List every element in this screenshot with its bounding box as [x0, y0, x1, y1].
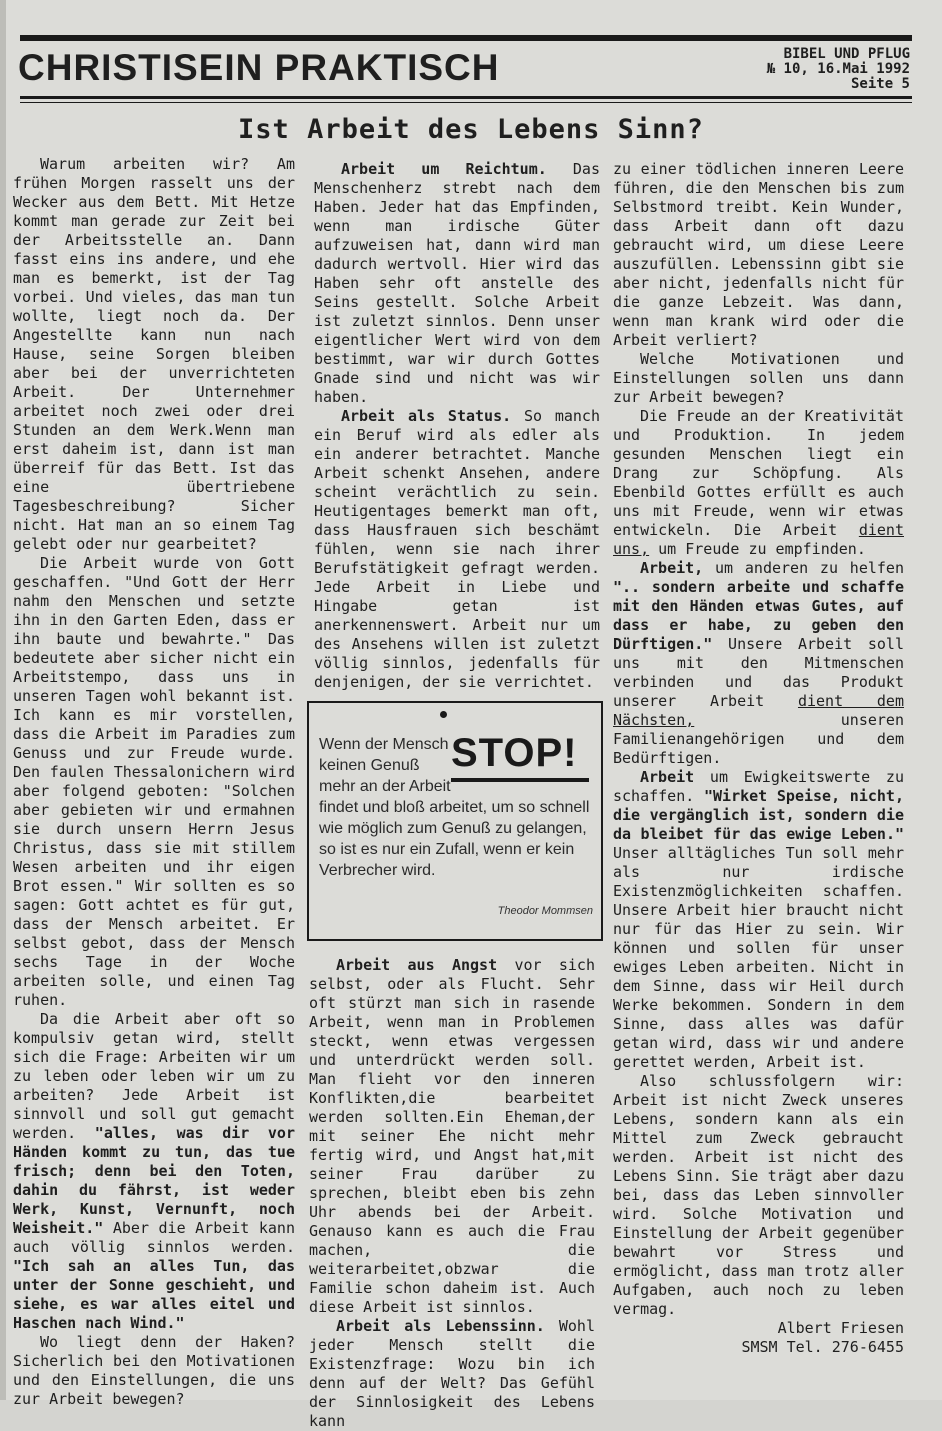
article-headline: Ist Arbeit des Lebens Sinn? — [238, 114, 704, 145]
masthead-bottom-rule — [20, 96, 912, 99]
quote-author: Theodor Mommsen — [497, 905, 593, 917]
paragraph: Arbeit um Ewigkeitswerte zu schaffen. "Wirket Speise, nicht, die vergänglich ist, sondern die da bleibet für das ewige Leben." Unser alltägliches Tun soll mehr als nur irdische Existenzmöglichkeiten schaffen. Unsere Arbeit hier braucht nicht nur für das Hier zu sein. Wir können und sollen für unser ewiges Leben arbeiten. Nicht in dem Sinne, dass wir Heil durch Werke bekommen. Sondern in dem Sinne, dass alles was dafür getan wird, dass wir und andere gerettet werden, Arbeit ist. — [613, 768, 904, 1071]
bible-quote: ".. sondern arbeite und schaffe mit den Händen etwas Gutes, auf dass er habe, zu geben den Dürftigen." — [613, 578, 904, 653]
masthead-bottom-thin-rule — [20, 102, 912, 103]
section-heading: Arbeit als Lebenssinn. — [336, 1317, 545, 1335]
bible-quote: "Ich sah an alles Tun, das unter der Sonne geschieht, und siehe, es war alles eitel und Haschen nach Wind." — [13, 1257, 295, 1332]
paragraph: Arbeit um Reichtum. Das Menschenherz strebt nach dem Haben. Jeder hat das Empfinden, wenn man irdische Güter aufzuweisen hat, dann wird man dadurch wertvoll. Hier wird das Haben sehr oft anstelle des Seins gestellt. Solche Arbeit ist zuletzt sinnlos. Denn unser eigentlicher Wert wird von dem bestimmt, war wir durch Gottes Gnade sind und nicht was wir haben. — [314, 160, 600, 406]
paragraph: Also schlussfolgern wir: Arbeit ist nicht Zweck unseres Lebens, sondern kann als ein Mittel zum Zweck gebraucht werden. Arbeit ist nicht des Lebens Sinn. Sie trägt aber dazu bei, dass das Leben sinnvoller wird. Solche Motivation und Einstellung der Arbeit gegenüber bewahrt vor Stress und ermöglicht, dass man trotz aller Aufgaben, auch noch zu leben vermag. — [613, 1072, 904, 1318]
contact-line: SMSM Tel. 276-6455 — [741, 1338, 904, 1356]
paragraph: Die Arbeit wurde von Gott geschaffen. "Und Gott der Herr nahm den Menschen und setzte ihn in den Garten Eden, dass er ihn baute und bewahrte." Das bedeutete aber sicher nicht ein Arbeitstempo, dass uns in unseren Tagen wohl bekannt ist. Ich kann es mir vorstellen, dass die Arbeit im Paradies zum Genuss und zur Freude wurde. Den faulen Thessalonichern wird aber folgend geboten: "Solchen aber gebieten wir und ermahnen sie durch unsern Herrn Jesus Christus, dass sie mit stillem Wesen arbeiten und ihr eigen Brot essen." Wir sollten es so sagen: Gott achtet es für gut, dass der Mensch arbeitet. Er selbst gebot, dass der Mensch sechs Tage in der Woche arbeiten solle, und einen Tag ruhen. — [13, 554, 295, 1009]
section-heading: Arbeit als Status. — [341, 407, 512, 425]
issue-number-date: № 10, 16.Mai 1992 — [766, 61, 910, 77]
bible-quote: "alles, was dir vor Händen kommt zu tun, das tue frisch; denn bei den Toten, dahin du fährst, ist weder Werk, Kunst, Vernunft, noch Weisheit." — [13, 1124, 295, 1237]
column-3 — [613, 160, 904, 1357]
column-2-bottom — [309, 956, 595, 1431]
paragraph: Wo liegt denn der Haken? Sicherlich bei den Motivationen und den Einstellungen, die uns zur Arbeit bewegen? — [13, 1333, 295, 1408]
masthead-top-rule — [20, 35, 912, 41]
box-quote: Wenn der Mensch keinen Genuß mehr an der Arbeit findet und bloß arbeitet, um so schnell wie möglich zum Genuß zu gelangen, so ist es nur ein Zufall, wenn er kein Verbrecher wird. — [319, 736, 590, 879]
paragraph: Da die Arbeit aber oft so kompulsiv getan wird, stellt sich die Frage: Arbeiten wir um zu leben oder leben wir um zu arbeiten? Jede Arbeit ist sinnvoll und soll gut gemacht werden. "alles, was dir vor Händen kommt zu tun, das tue frisch; denn bei den Toten, dahin du fährst, ist weder Werk, Kunst, Vernunft, noch Weisheit." Aber die Arbeit kann auch völlig sinnlos werden. "Ich sah an alles Tun, das unter der Sonne geschieht, und siehe, es war alles eitel und Haschen nach Wind." — [13, 1010, 295, 1332]
author-signature: Albert Friesen — [777, 1319, 904, 1337]
paragraph: Arbeit, um anderen zu helfen ".. sondern arbeite und schaffe mit den Händen etwas Gutes, auf dass er habe, zu geben den Dürftigen." Unsere Arbeit soll uns mit den Mitmenschen verbinden und das Produkt unserer Arbeit dient dem Nächsten, unseren Familienangehörigen und dem Bedürftigen. — [613, 559, 904, 767]
column-2-top — [314, 160, 600, 692]
stop-heading: STOP! — [451, 731, 578, 775]
bible-quote: "Wirket Speise, nicht, die vergänglich ist, sondern die da bleibet für das ewige Leben." — [613, 787, 904, 843]
paragraph: zu einer tödlichen inneren Leere führen, die den Menschen bis zum Selbstmord treibt. Kein Wunder, dass Arbeit dann oft dazu gebraucht wird, um diese Leere auszufüllen. Lebenssinn gibt sie aber nicht, jedenfalls nicht für die ganze Lebzeit. Was dann, wenn man krank wird oder die Arbeit verliert? — [613, 160, 904, 349]
stop-quote-box — [307, 701, 603, 941]
section-heading: Arbeit um Reichtum. — [341, 160, 547, 178]
underlined-phrase: dient dem Nächsten, — [613, 692, 904, 729]
page-edge — [0, 0, 6, 1400]
page-number: Seite 5 — [850, 76, 910, 92]
paragraph: Welche Motivationen und Einstellungen sollen uns dann zur Arbeit bewegen? — [613, 350, 904, 406]
masthead-title: CHRISTISEIN PRAKTISCH — [18, 47, 500, 88]
paragraph: Warum arbeiten wir? Am frühen Morgen rasselt uns der Wecker aus dem Bett. Mit Hetze kommt man gerade zur Zeit bei der Arbeitsstelle an. Dann fasst eins ins andere, und ehe man es bemerkt, ist der Tag vorbei. Und vieles, das man tun wollte, liegt noch da. Der Angestellte kann nun nach Hause, seine Sorgen bleiben aber bei der unverrichteten Arbeit. Der Unternehmer arbeitet noch zwei oder drei Stunden an dem Werk.Wenn man erst daheim ist, dann ist man überreif für das Bett. Ist das eine übertriebene Tagesbeschreibung? Sicher nicht. Hat man an so einem Tag gelebt oder nur gearbeitet? — [13, 155, 295, 553]
bullet-dot — [440, 711, 447, 718]
paragraph: Arbeit als Status. So manch ein Beruf wird als edler als ein anderer betrachtet. Manche Arbeit schenkt Ansehen, andere scheint verächtlich zu sein. Heutigentages bemerkt man oft, dass Hausfrauen sich beschämt fühlen, wenn sie nach ihrer Berufstätigkeit gefragt werden. Jede Arbeit in Liebe und Hingabe getan ist anerkennenswert. Arbeit nur um des Ansehens willen ist zuletzt völlig sinnlos, jedenfalls für denjenigen, der sie verrichtet. — [314, 407, 600, 691]
paragraph: Arbeit aus Angst vor sich selbst, oder als Flucht. Sehr oft stürzt man sich in rasende Arbeit, wenn man in Problemen steckt, wenn etwas vergessen und unterdrückt werden soll. Man flieht vor den inneren Konflikten,die bearbeitet werden sollten.Ein Eheman,der mit seiner Ehe nicht mehr fertig wird, und Angst hat,mit seiner Frau darüber zu sprechen, bleibt eben bis zehn Uhr abends bei der Arbeit. Genauso kann es auch die Frau machen, die weiterarbeitet,obzwar die Familie schon daheim ist. Auch diese Arbeit ist sinnlos. — [309, 956, 595, 1316]
section-heading: Arbeit — [640, 768, 695, 786]
paragraph: Arbeit als Lebenssinn. Wohl jeder Mensch stellt die Existenzfrage: Wozu bin ich denn auf der Welt? Das Gefühl der Sinnlosigkeit des Lebens kann — [309, 1317, 595, 1430]
section-heading: Arbeit aus Angst — [336, 956, 498, 974]
issue-info — [767, 47, 910, 92]
underlined-phrase: dient uns, — [613, 521, 904, 558]
column-1 — [13, 155, 295, 1409]
publication-name: BIBEL UND PFLUG — [783, 46, 910, 62]
section-heading: Arbeit, — [640, 559, 704, 577]
paragraph: Die Freude an der Kreativität und Produktion. In jedem gesunden Menschen liegt ein Drang zur Schöpfung. Als Ebenbild Gottes erfüllt es auch uns mit Freude, wenn wir etwas entwickeln. Die Arbeit dient uns, um Freude zu empfinden. — [613, 407, 904, 558]
